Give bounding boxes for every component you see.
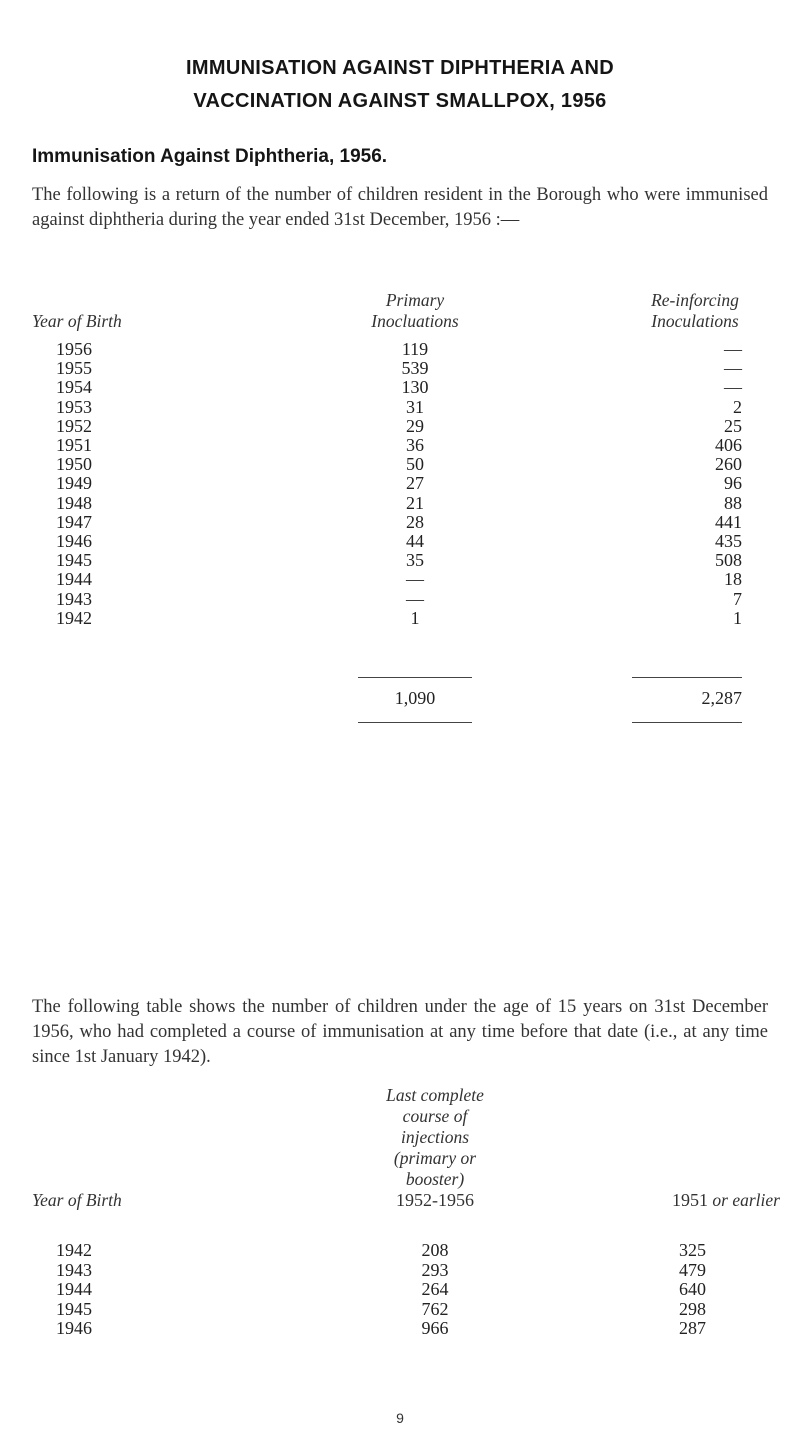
table1-cell-year: 1947	[56, 512, 92, 532]
table2-cell-earlier: 298	[679, 1299, 706, 1319]
table1-cell-reinforcing: 435	[715, 531, 742, 551]
intro-paragraph: The following is a return of the number of children resident in the Borough who were immunised against diphtheria during the year ended 31st December, 1956 :—	[32, 185, 768, 230]
table2-header-earlier-year: 1951	[672, 1190, 709, 1210]
table2-header-last-line3: injections	[400, 1127, 470, 1147]
table1-cell-primary: 31	[406, 397, 424, 417]
table1-cell-primary: 28	[406, 512, 424, 532]
table1-cell-reinforcing: 7	[733, 589, 742, 609]
table2-cell-recent: 264	[421, 1279, 449, 1299]
table1-cell-primary: 21	[406, 493, 424, 513]
table2-header-year: Year of Birth	[32, 1190, 122, 1210]
table1-total-reinforcing: 2,287	[701, 688, 742, 708]
table1-cell-reinforcing: 441	[715, 512, 742, 532]
table2-header-earlier	[580, 1190, 786, 1211]
page-number: 9	[396, 1410, 404, 1426]
table2-cell-year: 1945	[56, 1299, 92, 1319]
table2-header-last-line2: course of	[402, 1106, 468, 1126]
table1-header-year-text: Year of Birth	[32, 311, 122, 331]
section-heading: Immunisation Against Diphtheria, 1956.	[32, 146, 388, 167]
table1-cell-primary: —	[406, 569, 424, 589]
table1-total-rule-bottom-primary	[358, 722, 472, 723]
second-paragraph: The following table shows the number of children under the age of 15 years on 31st December 1956, who had completed a course of immunisation at any time before that date (i.e., at any time since 1st January 1942).	[32, 997, 768, 1067]
table1-cell-reinforcing: 1	[733, 608, 742, 628]
table1-header-primary-line2: Inocluations	[371, 311, 459, 331]
table1-cell-primary: 27	[406, 473, 424, 493]
table1-cell-year: 1943	[56, 589, 92, 609]
table1-cell-year: 1942	[56, 608, 92, 628]
table1-cell-primary: 50	[406, 454, 424, 474]
table1-header-reinforcing	[610, 290, 780, 332]
table2-header-last-line4: (primary or	[393, 1148, 477, 1168]
table1-cell-primary: 130	[401, 377, 429, 397]
table1-cell-year: 1954	[56, 377, 92, 397]
table1-cell-year: 1945	[56, 550, 92, 570]
table1-cell-reinforcing: —	[724, 377, 742, 397]
table1-cell-reinforcing: —	[724, 358, 742, 378]
table2-cell-earlier: 325	[679, 1240, 706, 1260]
table2-header-earlier-text: or earlier	[712, 1190, 780, 1210]
table1-cell-reinforcing: 2	[733, 397, 742, 417]
table2-cell-earlier: 640	[679, 1279, 706, 1299]
table1-cell-year: 1951	[56, 435, 92, 455]
table2-cell-recent: 208	[421, 1240, 449, 1260]
table1-cell-primary: 119	[401, 339, 429, 359]
table1-cell-year: 1953	[56, 397, 92, 417]
table1-cell-reinforcing: 25	[724, 416, 742, 436]
table2-header-last-range: 1952-1956	[396, 1190, 474, 1210]
table2-cell-year: 1946	[56, 1318, 92, 1338]
table1-cell-reinforcing: 260	[715, 454, 742, 474]
table1-cell-reinforcing: 96	[724, 473, 742, 493]
table1-cell-primary: 44	[406, 531, 424, 551]
table1-total-rule-bottom-reinforcing	[632, 722, 742, 723]
table1-cell-primary: 29	[406, 416, 424, 436]
document-title-line-2: VACCINATION AGAINST SMALLPOX, 1956	[193, 90, 607, 112]
table1-cell-year: 1955	[56, 358, 92, 378]
table2-cell-earlier: 287	[679, 1318, 706, 1338]
table2-header-last-line1: Last complete	[386, 1085, 484, 1105]
document-title-line-1: IMMUNISATION AGAINST DIPHTHERIA AND	[186, 57, 614, 79]
table2-cell-year: 1942	[56, 1240, 92, 1260]
table1-cell-primary: 36	[406, 435, 424, 455]
table1-header-primary-line1: Primary	[385, 290, 445, 310]
table1-cell-year: 1949	[56, 473, 92, 493]
table1-cell-year: 1944	[56, 569, 92, 589]
table1-total-rule-top-primary	[358, 677, 472, 678]
table1-header-reinforcing-line1: Re-inforcing	[651, 290, 739, 310]
table2-header-last-line5: booster)	[405, 1169, 465, 1189]
table1-cell-primary: 539	[401, 358, 429, 378]
table1-cell-primary: 1	[410, 608, 420, 628]
table2-cell-year: 1943	[56, 1260, 92, 1280]
table2-cell-recent: 762	[421, 1299, 449, 1319]
table2-cell-earlier: 479	[679, 1260, 706, 1280]
table1-total-primary: 1,090	[394, 688, 436, 708]
table1-cell-reinforcing: 18	[724, 569, 742, 589]
table1-cell-reinforcing: 88	[724, 493, 742, 513]
table1-cell-year: 1950	[56, 454, 92, 474]
table1-header-primary	[330, 290, 500, 332]
table1-header-reinforcing-line2: Inoculations	[651, 311, 739, 331]
table1-cell-year: 1946	[56, 531, 92, 551]
table1-cell-reinforcing: —	[724, 339, 742, 359]
table1-cell-year: 1948	[56, 493, 92, 513]
table1-cell-primary: —	[406, 589, 424, 609]
table2-cell-year: 1944	[56, 1279, 92, 1299]
table2-header-last-course	[350, 1085, 520, 1211]
table1-header-year	[30, 290, 172, 332]
table1-cell-year: 1952	[56, 416, 92, 436]
table1-cell-reinforcing: 406	[715, 435, 742, 455]
table2-cell-recent: 966	[421, 1318, 449, 1338]
table1-total-rule-top-reinforcing	[632, 677, 742, 678]
table1-cell-primary: 35	[406, 550, 424, 570]
table2-cell-recent: 293	[421, 1260, 449, 1280]
table1-cell-year: 1956	[56, 339, 92, 359]
table1-cell-reinforcing: 508	[715, 550, 742, 570]
